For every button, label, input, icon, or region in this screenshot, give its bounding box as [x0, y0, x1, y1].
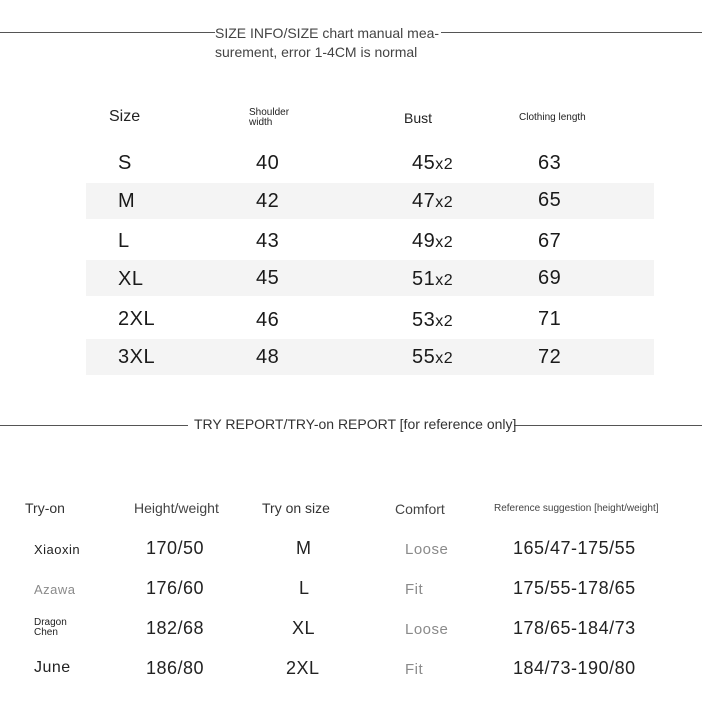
bust-cell: [412, 268, 453, 291]
bust-multiplier: x2: [435, 350, 454, 367]
size-cell: S: [118, 152, 132, 174]
tryon-name: Xiaoxin: [34, 542, 81, 557]
shoulder-cell: 45: [256, 267, 280, 289]
tryon-height-weight: 186/80: [146, 658, 205, 678]
size-cell: M: [118, 190, 136, 212]
header-tryon: Try-on: [25, 500, 65, 516]
bust-cell: [412, 346, 453, 369]
shoulder-cell: 42: [256, 190, 280, 212]
bust-value: 47: [412, 190, 436, 212]
size-info-title-line2: surement, error 1-4CM is normal: [215, 44, 418, 60]
bust-value: 53: [412, 309, 436, 331]
bust-value: 55: [412, 346, 436, 368]
length-cell: 69: [538, 267, 562, 289]
tryon-reference: 165/47-175/55: [513, 538, 636, 558]
bust-multiplier: x2: [435, 234, 454, 251]
header-shoulder-width: [249, 108, 289, 128]
bust-multiplier: x2: [435, 272, 454, 289]
tryon-reference: 178/65-184/73: [513, 618, 636, 638]
header-height-weight: Height/weight: [134, 500, 219, 516]
header-comfort: Comfort: [395, 501, 445, 517]
header-try-size: Try on size: [262, 500, 330, 516]
header-bust: Bust: [404, 110, 433, 126]
row-band-3xl: [86, 339, 654, 375]
size-cell: XL: [118, 268, 144, 290]
tryon-size: 2XL: [286, 658, 320, 678]
tryon-comfort: Fit: [405, 661, 424, 678]
tryon-height-weight: 170/50: [146, 538, 205, 558]
tryon-comfort: Loose: [405, 621, 449, 638]
bust-cell: [412, 309, 453, 332]
length-cell: 71: [538, 308, 562, 330]
size-cell: 3XL: [118, 346, 156, 368]
tryon-height-weight: 182/68: [146, 618, 205, 638]
bust-cell: [412, 152, 453, 175]
header-size: Size: [109, 108, 141, 125]
shoulder-cell: 48: [256, 346, 280, 368]
length-cell: 65: [538, 189, 562, 211]
length-cell: 63: [538, 152, 562, 174]
tryon-name-line1: Dragon: [34, 617, 67, 628]
try-report-divider-right: [514, 425, 702, 426]
size-info-title: [215, 24, 441, 62]
bust-multiplier: x2: [435, 313, 454, 330]
try-report-divider-left: [0, 425, 188, 426]
tryon-comfort: Fit: [405, 581, 424, 598]
bust-cell: [412, 190, 453, 213]
header-clothing-length: Clothing length: [519, 112, 586, 123]
tryon-name: Azawa: [34, 582, 76, 597]
shoulder-cell: 43: [256, 230, 280, 252]
try-report-title: TRY REPORT/TRY-on REPORT [for reference only]: [194, 416, 517, 432]
header-shoulder-width-word: width: [249, 117, 273, 128]
size-cell: L: [118, 230, 130, 252]
length-cell: 67: [538, 230, 562, 252]
tryon-size: XL: [292, 618, 316, 638]
tryon-height-weight: 176/60: [146, 578, 205, 598]
bust-value: 51: [412, 268, 436, 290]
tryon-reference: 184/73-190/80: [513, 658, 636, 678]
tryon-size: M: [296, 538, 312, 558]
tryon-reference: 175/55-178/65: [513, 578, 636, 598]
bust-cell: [412, 230, 453, 253]
header-reference: Reference suggestion [height/weight]: [494, 503, 659, 514]
tryon-size: L: [299, 578, 310, 598]
bust-value: 45: [412, 152, 436, 174]
header-shoulder: Shoulder: [249, 107, 290, 118]
size-info-title-line1: SIZE INFO/SIZE chart manual mea-: [215, 25, 440, 41]
bust-multiplier: x2: [435, 156, 454, 173]
length-cell: 72: [538, 346, 562, 368]
tryon-name: [34, 618, 67, 638]
row-band-m: [86, 183, 654, 219]
size-cell: 2XL: [118, 308, 156, 330]
bust-multiplier: x2: [435, 194, 454, 211]
row-band-xl: [86, 260, 654, 296]
tryon-comfort: Loose: [405, 541, 449, 558]
bust-value: 49: [412, 230, 436, 252]
tryon-name-line2: Chen: [34, 627, 58, 638]
shoulder-cell: 46: [256, 309, 280, 331]
tryon-name: June: [34, 659, 71, 676]
shoulder-cell: 40: [256, 152, 280, 174]
